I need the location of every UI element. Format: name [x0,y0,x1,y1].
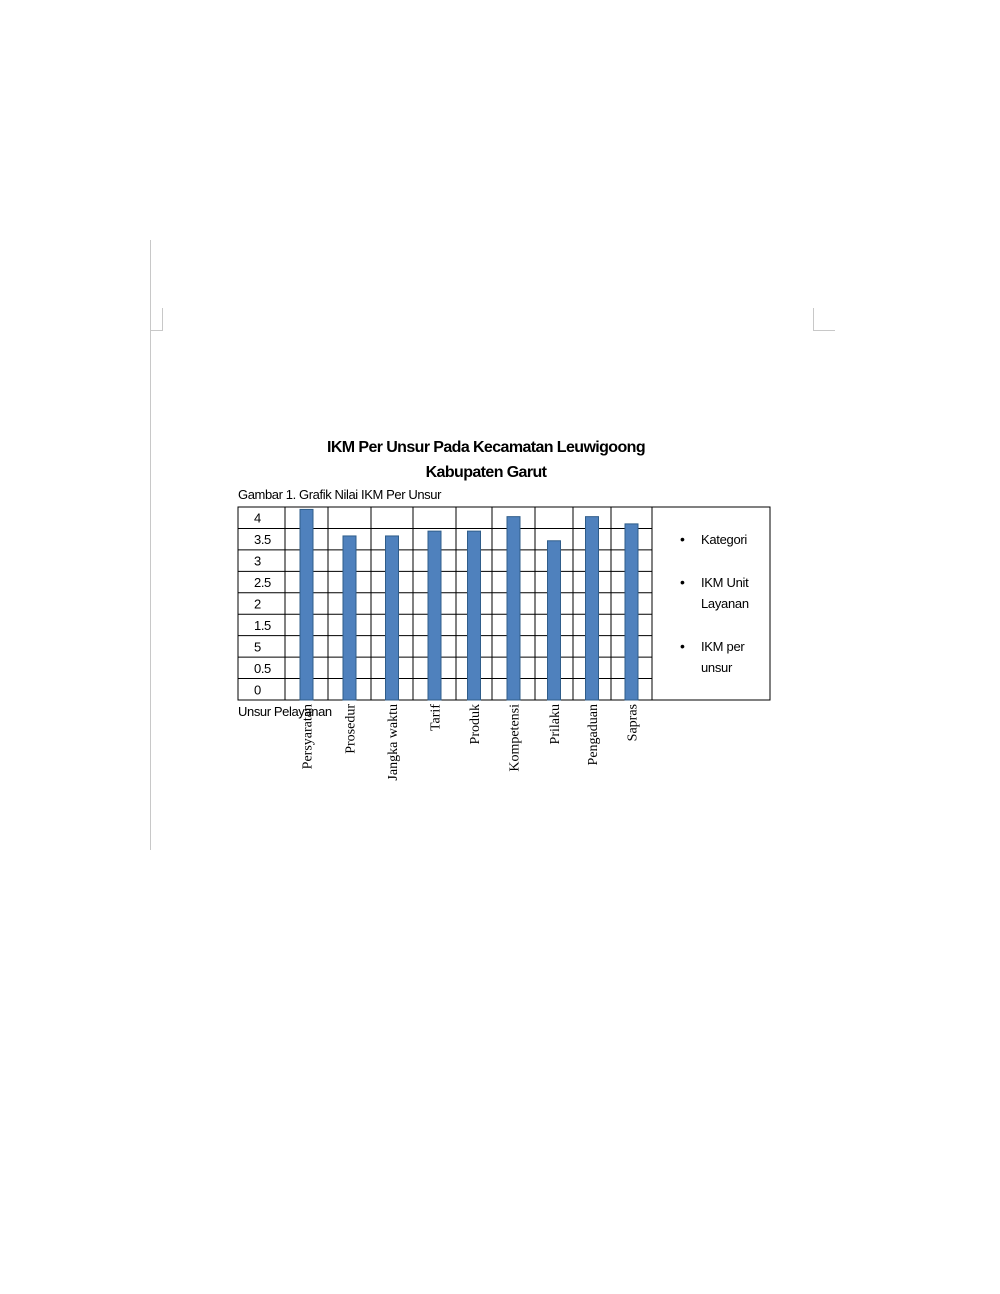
legend-label: IKM Unit Layanan [701,575,749,611]
x-tick-label: Tarif [428,704,444,732]
bar [386,536,399,700]
x-tick-label: Produk [468,704,483,745]
x-tick-label: Persyaratan [300,704,316,770]
x-tick-label: Prilaku [548,704,563,745]
bullet-icon: • [680,574,685,590]
bar [428,531,441,700]
chart-title-line1: IKM Per Unsur Pada Kecamatan Leuwigoong [327,439,645,456]
y-tick-label: 2 [254,596,261,612]
y-tick-label: 1.5 [254,617,271,633]
bar [468,531,481,700]
chart-title-line2: Kabupaten Garut [425,464,547,481]
bar [586,517,599,700]
bar [548,541,561,700]
bar [625,524,638,700]
figure-caption: Gambar 1. Grafik Nilai IKM Per Unsur [238,487,442,502]
x-tick-label: Prosedur [343,704,359,754]
bar [343,536,356,700]
x-tick-label: Sapras [625,704,641,742]
bar [300,509,313,700]
y-tick-label: 3 [254,553,261,569]
y-tick-label: 0.5 [254,660,271,676]
legend-label: Kategori [701,532,748,547]
y-tick-label: 4 [254,510,261,526]
y-tick-label: 2.5 [254,575,271,591]
bullet-icon: • [680,531,685,547]
bar [507,517,520,700]
x-axis-caption: Unsur Pelayanan [238,704,332,719]
x-tick-label: Kompetensi [507,704,523,772]
x-tick-label: Pengaduan [586,704,601,766]
chart-frame [238,507,770,700]
y-tick-label: 3.5 [254,532,271,548]
legend-label: IKM per unsur [701,639,745,675]
bullet-icon: • [680,638,685,654]
x-tick-label: Jangka waktu [386,704,401,781]
y-tick-label: 5 [254,639,261,655]
y-tick-label: 0 [254,682,261,698]
